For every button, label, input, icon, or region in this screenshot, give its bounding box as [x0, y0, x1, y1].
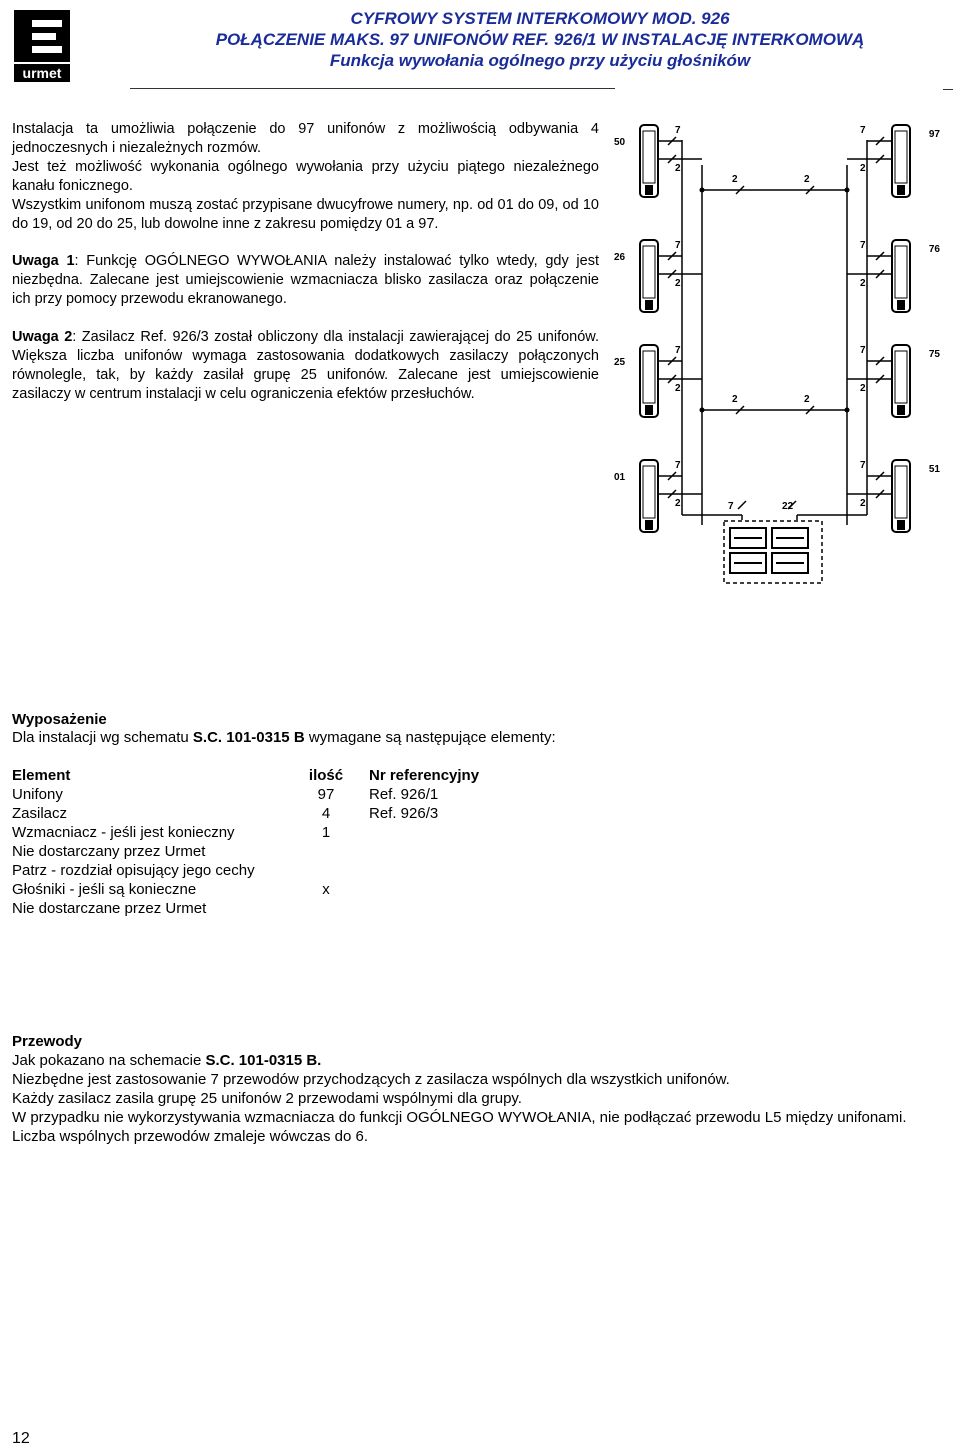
note-2-label: Uwaga 2	[12, 329, 73, 345]
table-row	[12, 881, 479, 900]
row-ref: Ref. 926/3	[369, 805, 439, 822]
row-ref	[355, 862, 479, 881]
wires-section	[12, 1032, 942, 1146]
handset-left-label: 01	[614, 472, 626, 483]
equipment-header-row	[12, 767, 479, 786]
wire-7-left-label: 7	[675, 460, 681, 471]
supply-2-label: 22	[782, 501, 794, 512]
group-link-label: 2	[804, 394, 810, 405]
table-row	[12, 824, 479, 843]
urmet-logo	[12, 8, 72, 84]
wire-7-right-label: 7	[860, 460, 866, 471]
note-2	[12, 328, 599, 404]
row-ref	[355, 824, 479, 843]
row-element: Unifony	[12, 786, 63, 803]
row-qty: 97	[317, 786, 335, 803]
row-qty	[297, 862, 355, 881]
equipment-title: Wyposażenie	[12, 711, 107, 728]
row-qty: 4	[321, 805, 331, 822]
table-row	[12, 843, 479, 862]
handset-left-0-base	[645, 185, 653, 195]
handset-right-0-base	[897, 185, 905, 195]
row-element: Nie dostarczane przez Urmet	[12, 900, 207, 917]
wire-7-right-label: 7	[860, 240, 866, 251]
row-ref: Ref. 926/1	[369, 786, 439, 803]
logo-text: urmet	[22, 65, 62, 81]
intro-p3: Wszystkim unifonom muszą zostać przypisane dwucyfrowe numery, np. od 01 do 09, od 10 do 19, od 20 do 25, lub dowolne inne z zakresu pomiędzy 01 a 97.	[12, 197, 599, 232]
wire-2-left-label: 2	[675, 498, 681, 509]
row-element: Głośniki - jeśli są konieczne	[12, 881, 197, 898]
junction-dot	[700, 188, 705, 193]
note-1	[12, 252, 599, 309]
group-link-label: 2	[732, 174, 738, 185]
handset-left-1-receiver	[643, 246, 655, 298]
handset-right-1-base	[897, 300, 905, 310]
wires-line1-prefix: Jak pokazano na schemacie	[12, 1052, 206, 1069]
table-row	[12, 805, 479, 824]
junction-dot	[845, 408, 850, 413]
handset-left-2-base	[645, 405, 653, 415]
group-link-label: 2	[804, 174, 810, 185]
row-ref	[355, 881, 479, 900]
wires-line4: W przypadku nie wykorzystywania wzmacniacza do funkcji OGÓLNEGO WYWOŁANIA, nie podłączać przewodu L5 między unifonami. Liczba wspólnych przewodów zmaleje wówczas do 6.	[12, 1109, 907, 1145]
junction-dot	[700, 408, 705, 413]
wires-line2: Niezbędne jest zastosowanie 7 przewodów przychodzących z zasilacza wspólnych dla wszystkich unifonów.	[12, 1071, 730, 1088]
wire-2-left-label: 2	[675, 278, 681, 289]
handset-right-1-receiver	[895, 246, 907, 298]
row-qty	[297, 900, 355, 919]
handset-right-label: 75	[928, 349, 940, 360]
wire-7-right-label: 7	[860, 345, 866, 356]
note-1-text: : Funkcję OGÓLNEGO WYWOŁANIA należy instalować tylko wtedy, gdy jest niezbędna. Zalecane jest umiejscowienie wzmacniacza blisko zasilacza oraz połączenie ich przy pomocy przewodu ekranowanego.	[12, 253, 599, 307]
handset-right-2-base	[897, 405, 905, 415]
row-element: Nie dostarczany przez Urmet	[12, 843, 206, 860]
equipment-intro-suffix: wymagane są następujące elementy:	[304, 729, 556, 746]
wire-2-right-label: 2	[860, 383, 866, 394]
row-ref	[355, 900, 479, 919]
handset-left-label: 25	[614, 357, 626, 368]
table-row	[12, 786, 479, 805]
handset-right-label: 76	[928, 244, 940, 255]
row-qty: x	[322, 881, 330, 898]
handset-left-3-base	[645, 520, 653, 530]
equipment-intro-schema: S.C. 101-0315 B	[192, 729, 305, 746]
wire-2-right-label: 2	[860, 163, 866, 174]
note-1-label: Uwaga 1	[12, 253, 75, 269]
row-element: Zasilacz	[12, 805, 68, 822]
row-qty	[297, 843, 355, 862]
handset-left-0-receiver	[643, 131, 655, 183]
equipment-intro-prefix: Dla instalacji wg schematu	[12, 729, 193, 746]
wire-7-left-label: 7	[675, 125, 681, 136]
wire-2-left-label: 2	[675, 163, 681, 174]
header-title-line2: POŁĄCZENIE MAKS. 97 UNIFONÓW REF. 926/1 W INSTALACJĘ INTERKOMOWĄ	[215, 30, 865, 49]
equipment-table	[12, 767, 479, 919]
wires-line1	[12, 1051, 942, 1070]
handset-right-2-receiver	[895, 351, 907, 403]
header-rule	[130, 88, 615, 89]
supply-slash	[738, 501, 746, 509]
supply-7-label: 7	[728, 501, 734, 512]
header-qty: ilość	[308, 767, 344, 784]
row-ref	[355, 843, 479, 862]
junction-dot	[845, 188, 850, 193]
handset-left-label: 26	[614, 252, 626, 263]
wires-line1-schema: S.C. 101-0315 B.	[205, 1052, 322, 1069]
table-row	[12, 900, 479, 919]
wire-7-right-label: 7	[860, 125, 866, 136]
group-link-label: 2	[732, 394, 738, 405]
handset-left-1-base	[645, 300, 653, 310]
wire-2-right-label: 2	[860, 498, 866, 509]
intro-p1: Instalacja ta umożliwia połączenie do 97 unifonów z możliwością odbywania 4 jednoczesnych i niezależnych rozmów.	[12, 121, 599, 156]
handset-right-label: 51	[928, 464, 940, 475]
intro-block	[12, 120, 599, 234]
wire-7-left-label: 7	[675, 345, 681, 356]
page-number: 12	[12, 1430, 30, 1447]
header-ref: Nr referencyjny	[369, 767, 480, 784]
wiring-diagram	[612, 95, 942, 595]
header-rule-dash	[943, 89, 953, 90]
handset-left-3-receiver	[643, 466, 655, 518]
row-element: Patrz - rozdział opisujący jego cechy	[12, 862, 255, 879]
handset-right-3-receiver	[895, 466, 907, 518]
table-row	[12, 862, 479, 881]
handset-left-label: 50	[614, 137, 626, 148]
header-element: Element	[12, 767, 71, 784]
note-2-text: : Zasilacz Ref. 926/3 został obliczony dla instalacji zawierającej do 25 unifonów. Większa liczba unifonów wymaga zastosowania dodatkowych zasilaczy połączonych równolegle, tak, by każdy zasilał grupę 25 unifonów. Zalecane jest umiejscowienie zasilaczy w centrum instalacji w celu ograniczenia efektów przesłuchów.	[12, 329, 599, 402]
handset-left-2-receiver	[643, 351, 655, 403]
handset-right-label: 97	[928, 129, 940, 140]
equipment-intro	[12, 729, 556, 746]
wire-2-right-label: 2	[860, 278, 866, 289]
wire-7-left-label: 7	[675, 240, 681, 251]
handset-right-3-base	[897, 520, 905, 530]
intro-p2: Jest też możliwość wykonania ogólnego wywołania przy użyciu piątego niezależnego kanału fonicznego.	[12, 159, 599, 194]
row-qty: 1	[321, 824, 331, 841]
header-title-line1: CYFROWY SYSTEM INTERKOMOWY MOD. 926	[350, 9, 730, 28]
handset-right-0-receiver	[895, 131, 907, 183]
wires-line3: Każdy zasilacz zasila grupę 25 unifonów 2 przewodami wspólnymi dla grupy.	[12, 1090, 522, 1107]
wires-title: Przewody	[12, 1033, 83, 1050]
wire-2-left-label: 2	[675, 383, 681, 394]
header-title-line3: Funkcja wywołania ogólnego przy użyciu głośników	[329, 51, 751, 70]
row-element: Wzmacniacz - jeśli jest konieczny	[12, 824, 235, 841]
